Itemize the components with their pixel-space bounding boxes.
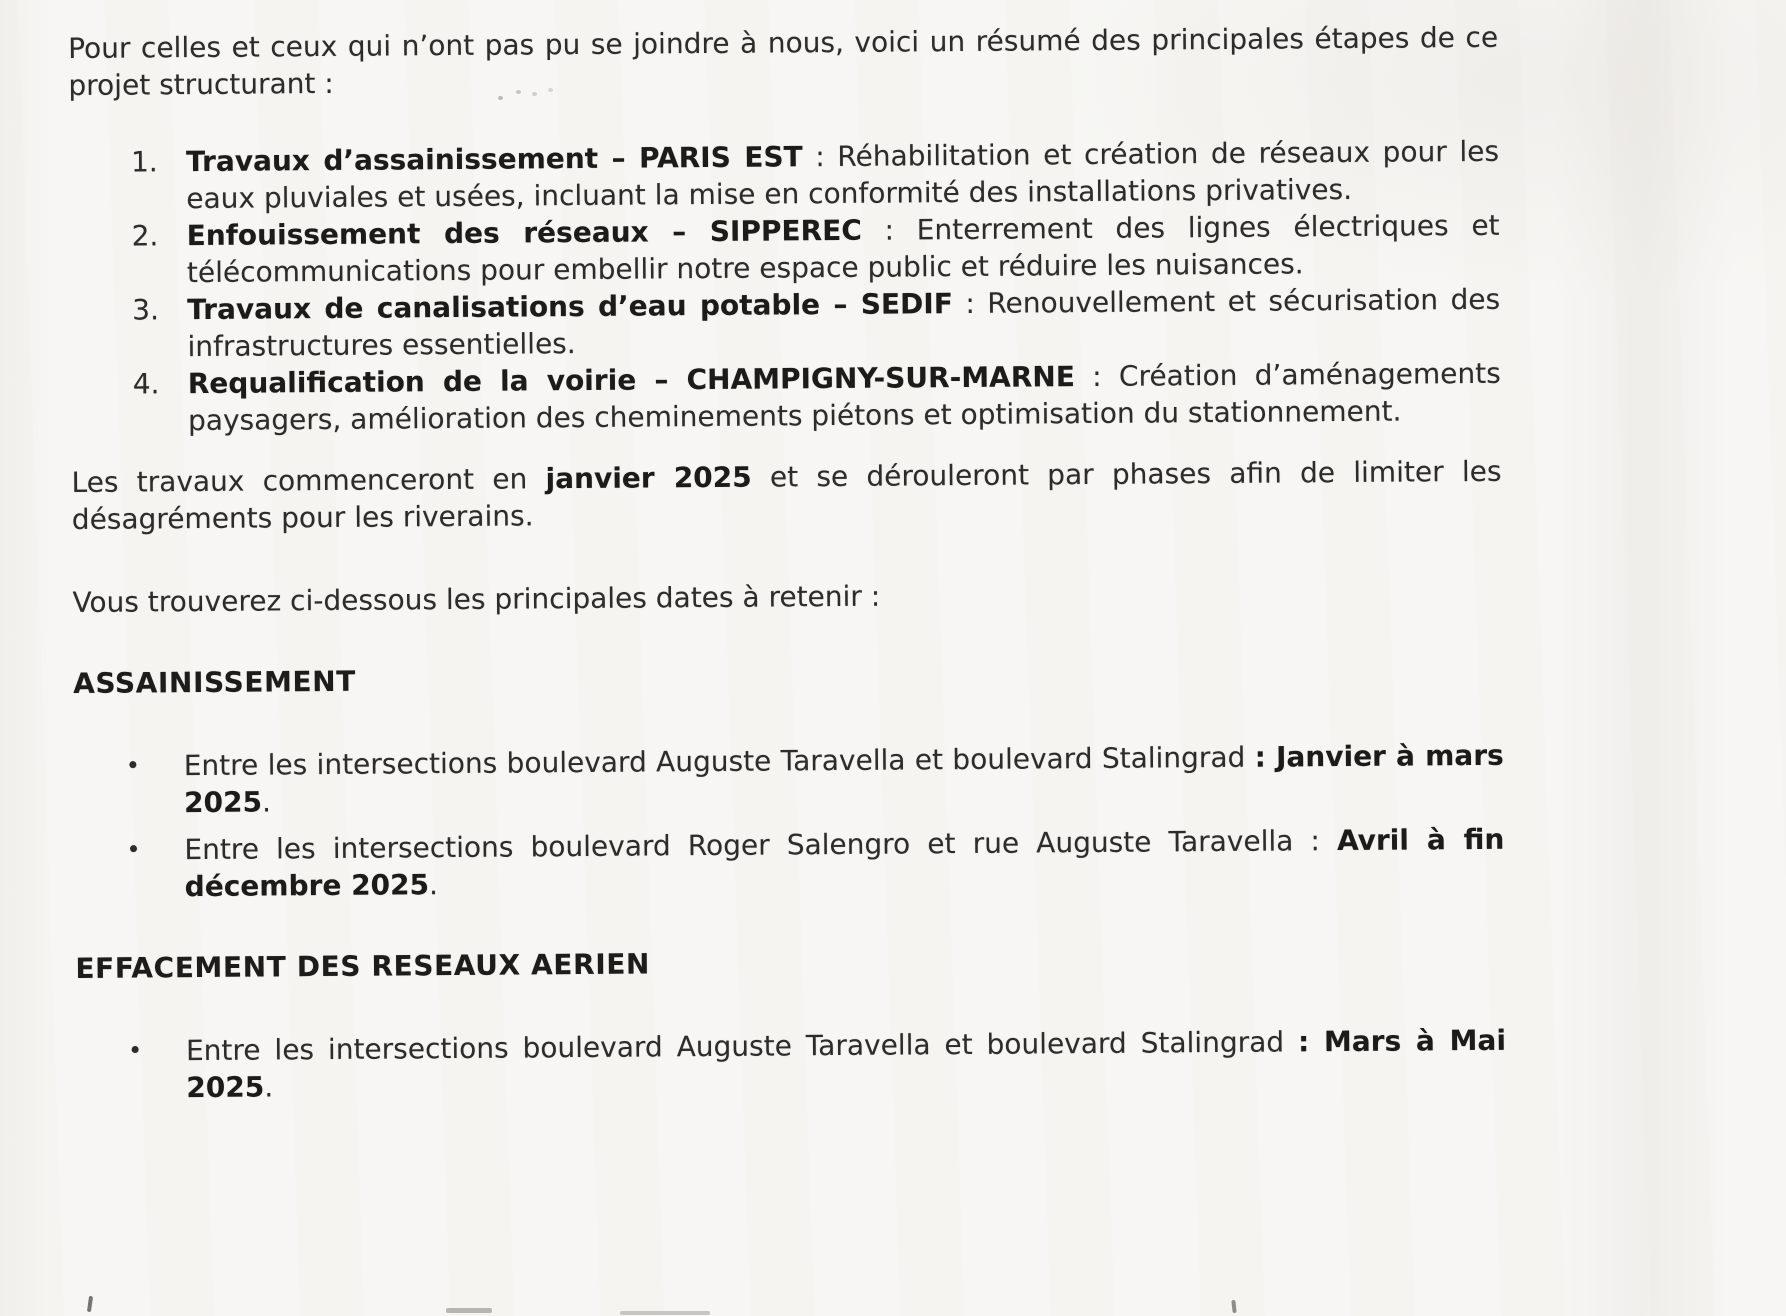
list-item-assainissement [69,133,1500,218]
bullet-location: Entre les intersections boulevard Auguste Taravella et boulevard Stalingrad [183,740,1255,783]
bullet-item [74,737,1505,822]
item-description: Réhabilitation et création de réseaux pour les eaux pluviales et usées, incluant la mise en conformité des installations privatives. [186,134,1500,216]
item-number: 4. [132,367,160,401]
list-item-requalification [71,355,1502,440]
bullet-suffix: . [261,785,272,819]
item-description: Enterrement des lignes électriques et télécommunications pour embellir notre espace public et réduire les nuisances. [186,208,1500,290]
bullet-item [74,821,1505,906]
schedule-text-pre: Les travaux commenceront en [71,462,546,499]
bullet-icon: • [127,1036,143,1065]
item-description: Création d’aménagements paysagers, amélioration des cheminements piétons et optimisation du stationnement. [187,356,1501,438]
item-separator: : [1074,359,1120,394]
item-title: Travaux de canalisations d’eau potable – SEDIF [187,287,954,327]
effacement-bullet-list [76,1022,1507,1107]
scan-speck [1231,1300,1236,1313]
bullet-date: : Janvier à mars 2025 [183,738,1504,820]
item-title: Enfouissement des réseaux – SIPPEREC [186,213,862,253]
item-number: 1. [130,145,158,179]
section-heading-effacement-reseaux: EFFACEMENT DES RESEAUX AERIEN [75,947,651,985]
bullet-item [76,1022,1507,1107]
item-title: Travaux d’assainissement – PARIS EST [185,140,803,179]
bullet-location: Entre les intersections boulevard Auguste Taravella et boulevard Stalingrad [185,1025,1299,1068]
bullet-text [186,1022,1507,1106]
bullet-date: : Mars à Mai 2025 [186,1023,1507,1105]
dates-intro-paragraph: Vous trouverez ci-dessous les principales dates à retenir : [72,579,881,619]
scan-speck [87,1296,93,1312]
bullet-icon: • [125,751,141,780]
item-number: 2. [131,219,159,253]
bullet-text [184,821,1505,905]
item-text [187,281,1501,365]
item-text [186,133,1500,217]
item-text [186,207,1500,291]
scan-speck [446,1308,492,1313]
scan-speck [620,1311,710,1315]
letter-content [68,19,1506,1107]
bullet-suffix: . [264,1070,274,1104]
assainissement-bullet-list [74,737,1505,906]
list-item-enfouissement [69,207,1500,292]
item-description: Renouvellement et sécurisation des infrastructures essentielles. [187,282,1501,364]
item-number: 3. [132,293,160,327]
schedule-date: janvier 2025 [545,460,752,496]
project-steps-list [69,133,1501,440]
bullet-location: Entre les intersections boulevard Roger Salengro et rue Auguste Taravella : [184,824,1338,867]
intro-paragraph: Pour celles et ceux qui n’ont pas pu se joindre à nous, voici un résumé des principales étapes de ce projet structurant : [68,20,1499,102]
section-heading-assainissement: ASSAINISSEMENT [73,664,357,700]
schedule-text-post: et se dérouleront par phases afin de limiter les désagréments pour les riverains. [71,454,1502,536]
item-separator: : [861,213,917,247]
item-title: Requalification de la voirie – CHAMPIGNY-SUR-MARNE [187,360,1076,401]
bullet-text [184,737,1505,821]
item-text [188,355,1502,439]
bullet-date: Avril à fin décembre 2025 [184,822,1505,904]
bullet-suffix: . [428,868,439,902]
schedule-paragraph [71,453,1502,538]
item-separator: : [802,139,838,174]
item-separator: : [952,286,988,321]
list-item-canalisations [70,281,1501,366]
bullet-icon: • [126,835,141,864]
